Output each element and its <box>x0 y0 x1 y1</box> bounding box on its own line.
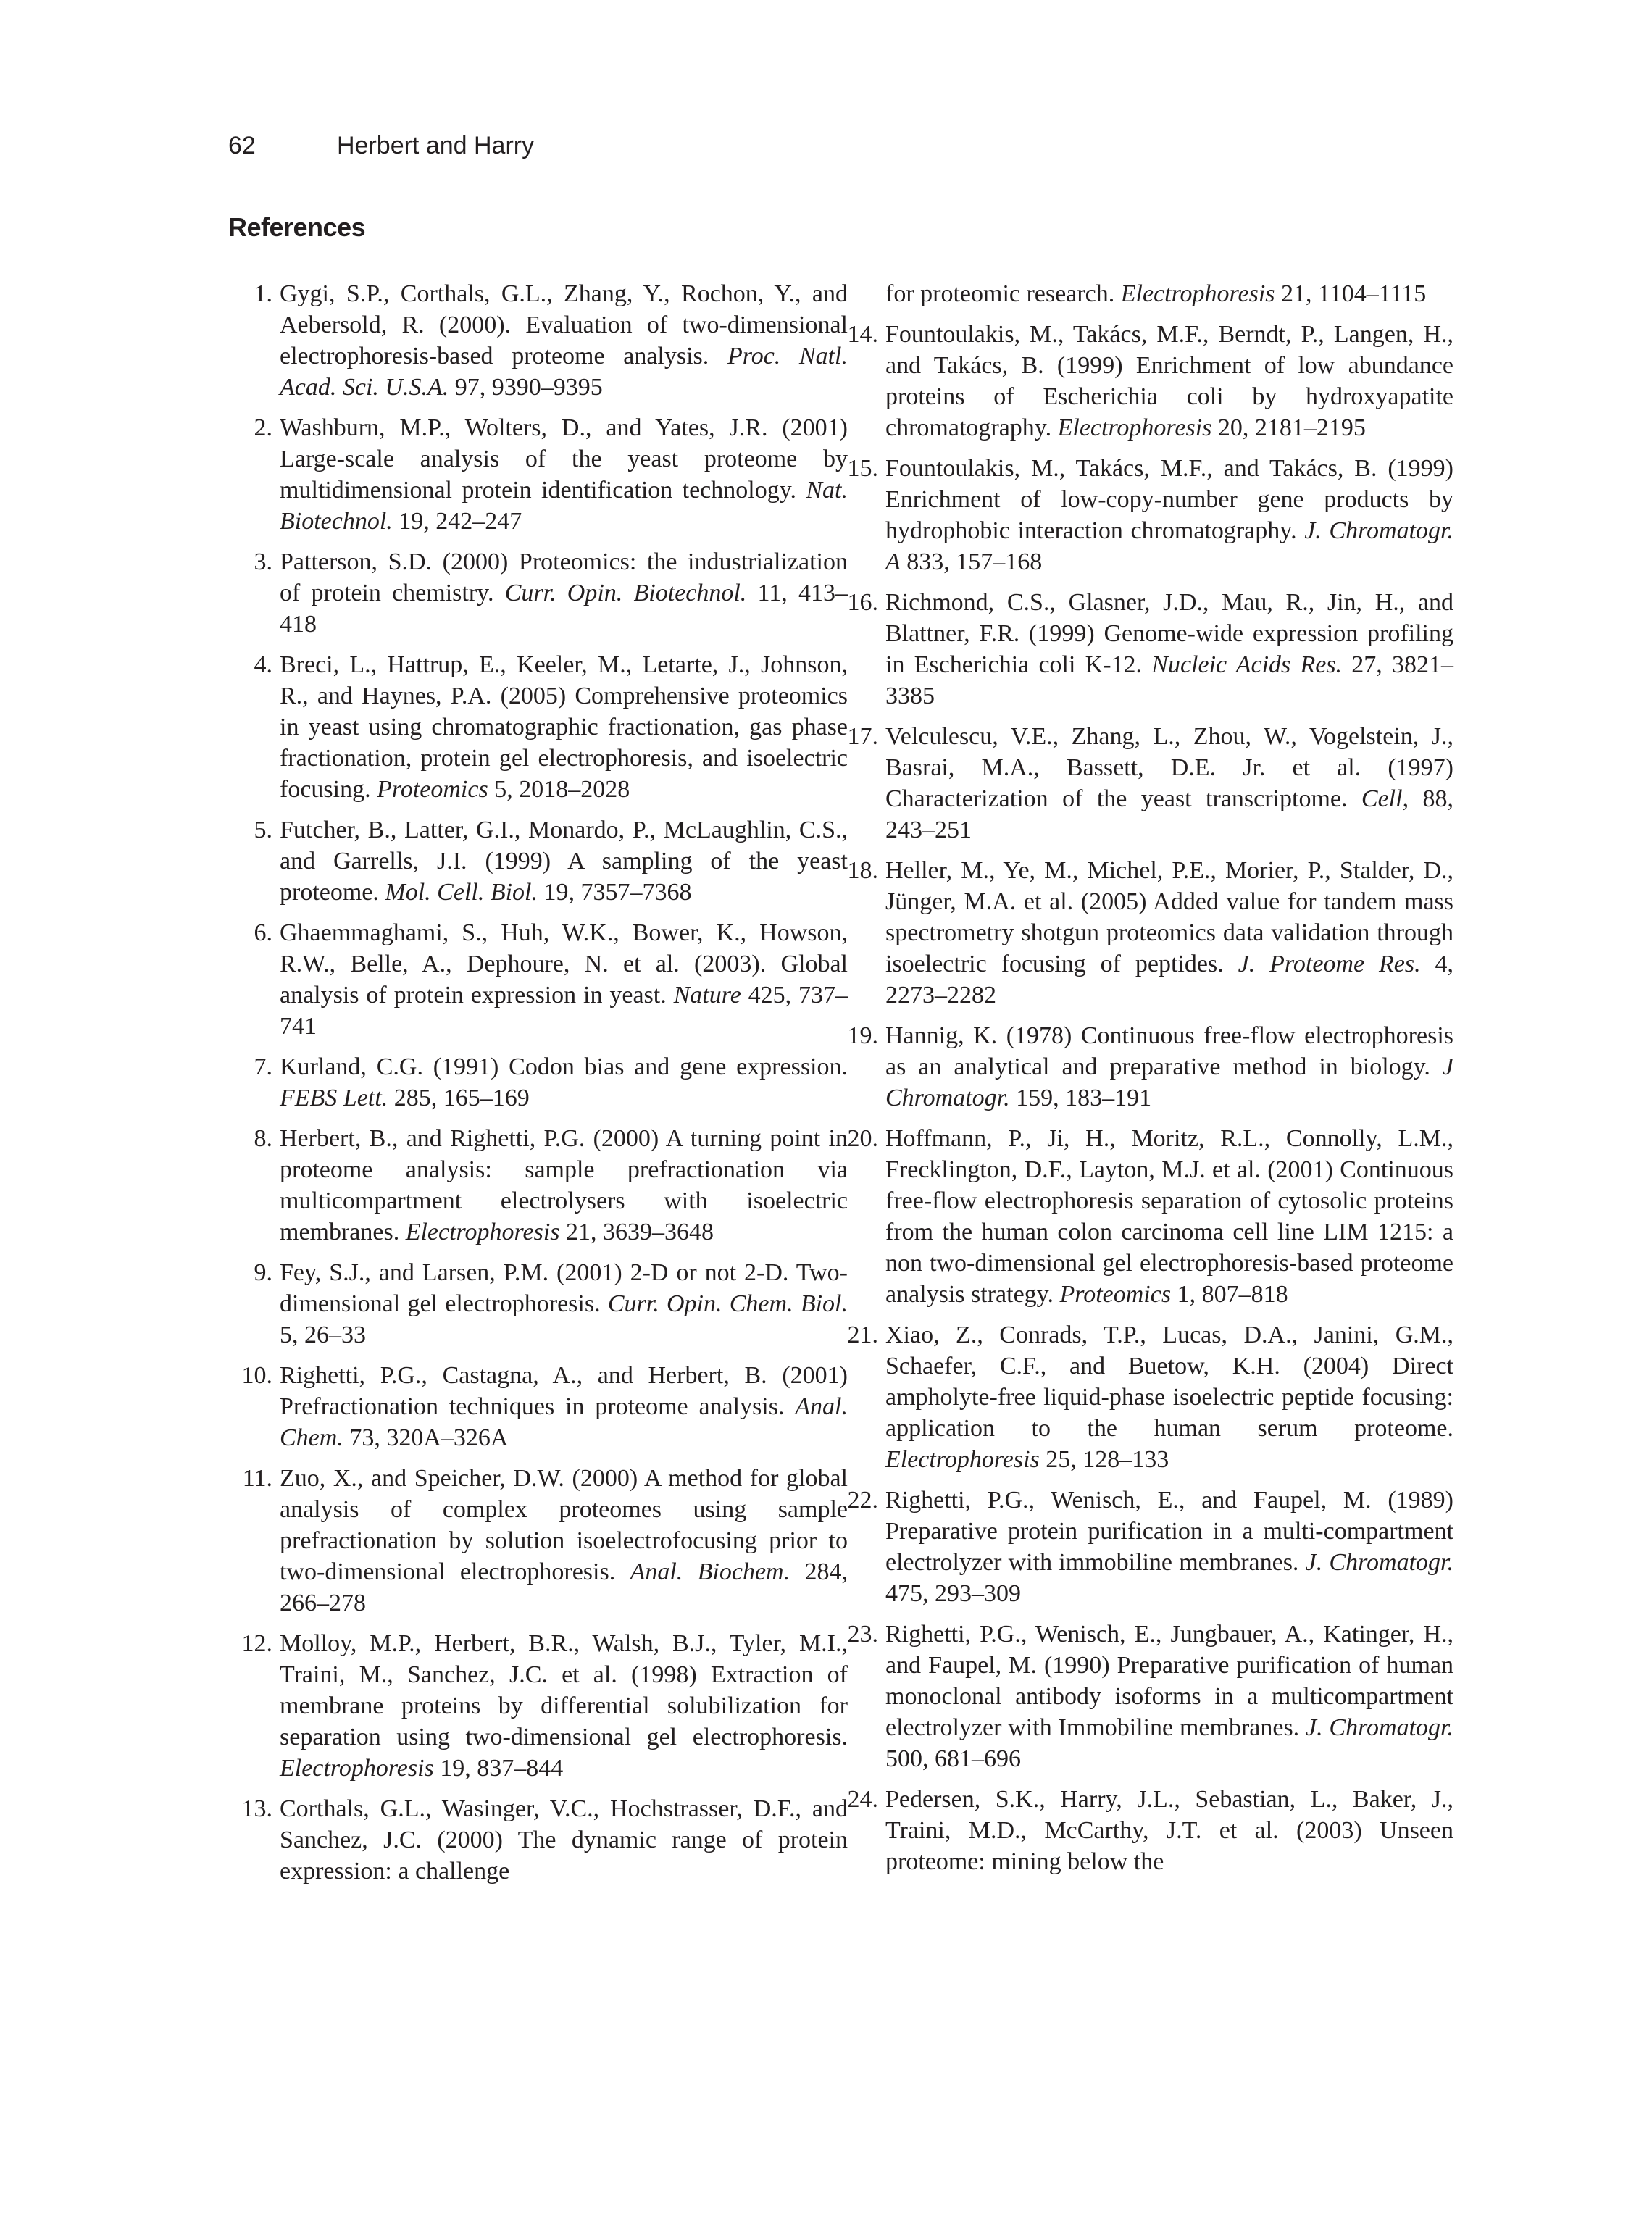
reference-text: Righetti, P.G., Castagna, A., and Herbert, B. (2001) Prefractionation techniques in proteome analysis. <box>280 1362 848 1420</box>
reference-citation: 5, 2018–2028 <box>494 776 630 803</box>
reference-text: Fey, S.J., and Larsen, P.M. (2001) 2-D or not 2-D. Two-dimensional gel electrophoresis. <box>280 1259 848 1317</box>
reference-citation: 25, 128–133 <box>1046 1446 1169 1473</box>
section-title: References <box>228 212 366 242</box>
reference-journal: Mol. Cell. Biol. <box>385 879 538 906</box>
reference-text: Corthals, G.L., Wasinger, V.C., Hochstrasser, D.F., and Sanchez, J.C. (2000) The dynamic range of protein expression: a challenge <box>280 1795 848 1884</box>
reference-text: Washburn, M.P., Wolters, D., and Yates, J.R. (2001) Large-scale analysis of the yeast proteome by multidimensional protein identification technology. <box>280 414 848 504</box>
reference-text: Ghaemmaghami, S., Huh, W.K., Bower, K., Howson, R.W., Belle, A., Dephoure, N. et al. (2003). Global analysis of protein expression in yeast. <box>280 919 848 1009</box>
reference-citation: 11, 413–418 <box>280 580 848 638</box>
reference-citation: 27, 3821–3385 <box>885 651 1453 709</box>
reference-citation: 21, 3639–3648 <box>566 1219 714 1245</box>
reference-text: Breci, L., Hattrup, E., Keeler, M., Letarte, J., Johnson, R., and Haynes, P.A. (2005) Comprehensive proteomics in yeast using chromatographic fractionation, gas phase fractionation, protein gel electrophoresis, and isoelectric focusing. <box>280 651 848 803</box>
reference-item <box>229 412 848 537</box>
reference-number: 17. <box>847 723 878 750</box>
reference-number: 21. <box>847 1322 878 1348</box>
reference-item <box>835 855 1453 1011</box>
reference-citation: 500, 681–696 <box>885 1745 1021 1772</box>
reference-number: 9. <box>254 1259 272 1286</box>
reference-text: Fountoulakis, M., Takács, M.F., and Takács, B. (1999) Enrichment of low-copy-number gene products by hydrophobic interaction chromatography. <box>885 455 1453 544</box>
reference-item <box>835 453 1453 577</box>
reference-journal: Electrophoresis <box>885 1446 1040 1473</box>
reference-item <box>835 1123 1453 1310</box>
running-title: Herbert and Harry <box>337 132 535 159</box>
reference-journal: Nature <box>673 982 741 1009</box>
reference-number: 1. <box>254 280 272 307</box>
reference-journal: Proc. Natl. Acad. Sci. U.S.A. <box>280 343 848 401</box>
reference-citation: 97, 9390–9395 <box>454 374 603 401</box>
reference-citation: 21, 1104–1115 <box>1281 280 1427 307</box>
running-header <box>228 132 534 160</box>
reference-number: 13. <box>241 1795 272 1822</box>
reference-number: 3. <box>254 548 272 575</box>
reference-number: 15. <box>847 455 878 482</box>
reference-text: Righetti, P.G., Wenisch, E., Jungbauer, A., Katinger, H., and Faupel, M. (1990) Preparative purification of human monoclonal antibody isoforms in a multicompartment electrolyzer with Immobiline membranes. <box>885 1621 1453 1741</box>
reference-journal: J. Chromatogr. A <box>885 517 1454 575</box>
reference-13-continuation <box>835 278 1453 309</box>
reference-text: Herbert, B., and Righetti, P.G. (2000) A turning point in proteome analysis: sample prefractionation via multicompartment electrolysers with isoelectric membranes. <box>280 1125 848 1245</box>
reference-number: 22. <box>847 1487 878 1514</box>
reference-journal: Proteomics <box>377 776 488 803</box>
reference-item <box>229 278 848 403</box>
reference-text: Velculescu, V.E., Zhang, L., Zhou, W., Vogelstein, J., Basrai, M.A., Bassett, D.E. Jr. et al. (1997) Characterization of the yeast transcriptome. <box>885 723 1453 812</box>
reference-citation: 5, 26–33 <box>280 1322 366 1348</box>
reference-number: 10. <box>241 1362 272 1389</box>
reference-journal: Anal. Chem. <box>280 1393 848 1451</box>
reference-text: Pedersen, S.K., Harry, J.L., Sebastian, L., Baker, J., Traini, M.D., McCarthy, J.T. et al. (2003) Unseen proteome: mining below the <box>885 1786 1453 1875</box>
reference-text: Richmond, C.S., Glasner, J.D., Mau, R., Jin, H., and Blattner, F.R. (1999) Genome-wide expression profiling in Escherichia coli K-12. <box>885 589 1453 678</box>
reference-journal: Curr. Opin. Biotechnol. <box>504 580 747 606</box>
reference-item <box>835 319 1453 443</box>
reference-number: 24. <box>847 1786 878 1813</box>
reference-journal: Nat. Biotechnol. <box>280 477 848 535</box>
reference-number: 8. <box>254 1125 272 1152</box>
reference-text: Molloy, M.P., Herbert, B.R., Walsh, B.J., Tyler, M.I., Traini, M., Sanchez, J.C. et al. (1998) Extraction of membrane proteins by differential solubilization for separation using two-dimensional gel electrophoresis. <box>280 1630 848 1750</box>
reference-citation: 1, 807–818 <box>1177 1281 1288 1308</box>
reference-text: Fountoulakis, M., Takács, M.F., Berndt, P., Langen, H., and Takács, B. (1999) Enrichment of low abundance proteins of Escherichia coli by hydroxyapatite chromatography. <box>885 321 1453 441</box>
reference-journal: J. Chromatogr. <box>1305 1549 1454 1576</box>
reference-citation: 19, 242–247 <box>399 508 522 535</box>
reference-item <box>835 587 1453 711</box>
reference-journal: Electrophoresis <box>405 1219 560 1245</box>
reference-number: 18. <box>847 857 878 884</box>
reference-citation: 284, 266–278 <box>280 1558 848 1616</box>
reference-citation: 475, 293–309 <box>885 1580 1021 1607</box>
reference-item <box>229 1628 848 1784</box>
references-right-column <box>835 278 1453 1887</box>
reference-item <box>229 1123 848 1248</box>
reference-citation: , 88, 243–251 <box>885 785 1453 843</box>
reference-item <box>835 1485 1453 1609</box>
reference-number: 16. <box>847 589 878 616</box>
reference-number: 2. <box>254 414 272 441</box>
references-left-column <box>229 278 848 1896</box>
reference-citation: 19, 837–844 <box>440 1755 564 1782</box>
reference-item <box>835 1319 1453 1475</box>
reference-text: Righetti, P.G., Wenisch, E., and Faupel, M. (1989) Preparative protein purification in a multi-compartment electrolyzer with immobiline membranes. <box>885 1487 1453 1576</box>
reference-item <box>229 1793 848 1887</box>
reference-number: 5. <box>254 817 272 843</box>
reference-number: 11. <box>242 1465 272 1492</box>
reference-item <box>229 1257 848 1351</box>
reference-text: Xiao, Z., Conrads, T.P., Lucas, D.A., Janini, G.M., Schaefer, C.F., and Buetow, K.H. (2004) Direct ampholyte-free liquid-phase isoelectric peptide focusing: application to the human serum proteome. <box>885 1322 1453 1442</box>
reference-citation: 73, 320A–326A <box>349 1424 509 1451</box>
reference-item <box>229 1360 848 1453</box>
reference-citation: 4, 2273–2282 <box>885 951 1454 1009</box>
reference-text: for proteomic research. <box>885 280 1115 307</box>
reference-number: 6. <box>254 919 272 946</box>
reference-number: 23. <box>847 1621 878 1648</box>
reference-item <box>835 721 1453 846</box>
reference-citation: 285, 165–169 <box>393 1085 530 1111</box>
reference-item <box>229 649 848 805</box>
reference-citation: 20, 2181–2195 <box>1217 414 1366 441</box>
reference-number: 14. <box>847 321 878 348</box>
reference-text: Hoffmann, P., Ji, H., Moritz, R.L., Connolly, L.M., Frecklington, D.F., Layton, M.J. et al. (2001) Continuous free-flow electrophoresis separation of cytosolic proteins from the human colon carcinoma cell line LIM 1215: a non two-dimensional gel electrophoresis-based proteome analysis strategy. <box>885 1125 1453 1308</box>
reference-citation: 425, 737–741 <box>280 982 848 1040</box>
reference-citation: 159, 183–191 <box>1016 1085 1152 1111</box>
reference-number: 19. <box>847 1022 878 1049</box>
reference-journal: Electrophoresis <box>1120 280 1275 307</box>
reference-text: Futcher, B., Latter, G.I., Monardo, P., McLaughlin, C.S., and Garrells, J.I. (1999) A sampling of the yeast proteome. <box>280 817 848 906</box>
reference-item <box>229 1463 848 1619</box>
reference-text: Hannig, K. (1978) Continuous free-flow electrophoresis as an analytical and preparative method in biology. <box>885 1022 1453 1080</box>
reference-journal: Anal. Biochem. <box>630 1558 790 1585</box>
reference-citation: 833, 157–168 <box>906 548 1043 575</box>
reference-text: Heller, M., Ye, M., Michel, P.E., Morier, P., Stalder, D., Jünger, M.A. et al. (2005) Added value for tandem mass spectrometry shotgun proteomics data validation through isoelectric focusing of peptides. <box>885 857 1453 977</box>
reference-text: Zuo, X., and Speicher, D.W. (2000) A method for global analysis of complex proteomes using sample prefractionation by solution isoelectrofocusing prior to two-dimensional electrophoresis. <box>280 1465 848 1585</box>
reference-citation: 19, 7357–7368 <box>543 879 692 906</box>
reference-item <box>229 814 848 908</box>
reference-item <box>229 546 848 640</box>
reference-number: 12. <box>241 1630 272 1657</box>
reference-journal: J. Proteome Res. <box>1238 951 1421 977</box>
reference-text: Patterson, S.D. (2000) Proteomics: the industrialization of protein chemistry. <box>280 548 848 606</box>
reference-journal: Nucleic Acids Res. <box>1151 651 1343 678</box>
reference-item <box>229 917 848 1042</box>
reference-text: Kurland, C.G. (1991) Codon bias and gene expression. <box>280 1053 848 1080</box>
reference-journal: J Chromatogr. <box>885 1053 1453 1111</box>
reference-journal: FEBS Lett. <box>280 1085 388 1111</box>
reference-item <box>835 1784 1453 1877</box>
reference-number: 7. <box>254 1053 272 1080</box>
page-number: 62 <box>228 132 256 159</box>
reference-text: Gygi, S.P., Corthals, G.L., Zhang, Y., Rochon, Y., and Aebersold, R. (2000). Evaluation of two-dimensional electrophoresis-based proteome analysis. <box>280 280 848 370</box>
reference-number: 4. <box>254 651 272 678</box>
reference-item <box>835 1619 1453 1774</box>
reference-journal: J. Chromatogr. <box>1306 1714 1454 1741</box>
reference-journal: Curr. Opin. Chem. Biol. <box>607 1290 848 1317</box>
reference-journal: Electrophoresis <box>280 1755 434 1782</box>
reference-item <box>835 1020 1453 1114</box>
reference-journal: Electrophoresis <box>1057 414 1212 441</box>
reference-number: 20. <box>847 1125 878 1152</box>
reference-item <box>229 1051 848 1114</box>
reference-journal: Cell <box>1361 785 1403 812</box>
reference-journal: Proteomics <box>1059 1281 1172 1308</box>
